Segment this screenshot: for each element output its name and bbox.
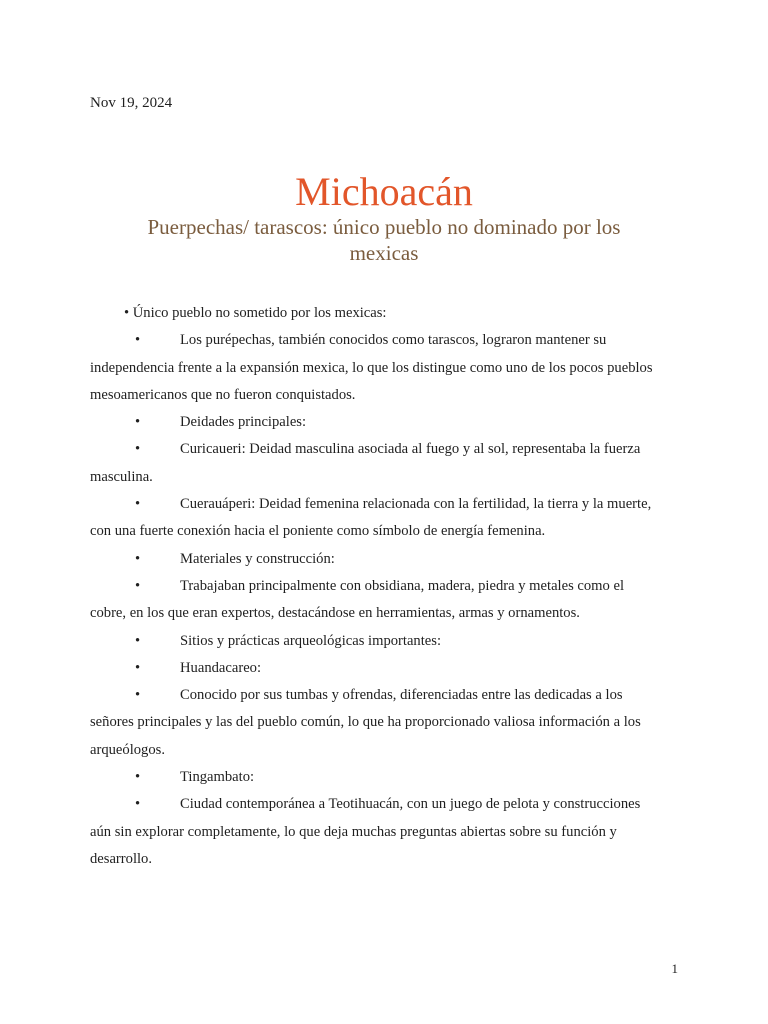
bullet-line bbox=[90, 546, 680, 573]
bullet-point: • bbox=[135, 441, 141, 458]
continuation-line: con una fuerte conexión hacia el poniente como símbolo de energía femenina. bbox=[90, 523, 546, 540]
bullet-line bbox=[90, 655, 680, 682]
bullet-line bbox=[90, 573, 680, 600]
bullet-point: • bbox=[135, 687, 141, 704]
bullet-line bbox=[90, 682, 680, 709]
bullet-text: Sitios y prácticas arqueológicas importantes: bbox=[180, 632, 441, 649]
continuation-line: arqueólogos. bbox=[90, 741, 165, 758]
bullet-point: • bbox=[135, 332, 141, 349]
bullet-item bbox=[90, 573, 680, 628]
bullet-point: • bbox=[135, 796, 141, 813]
continuation-line: independencia frente a la expansión mexica, lo que los distingue como uno de los pocos pueblos bbox=[90, 359, 653, 376]
intro-line: • Único pueblo no sometido por los mexicas: bbox=[124, 305, 387, 321]
bullet-point: • bbox=[135, 659, 141, 676]
bullet-line bbox=[90, 409, 680, 436]
continuation-line: señores principales y las del pueblo común, lo que ha proporcionado valiosa información a los bbox=[90, 714, 641, 731]
bullet-line bbox=[90, 764, 680, 791]
bullet-text: Materiales y construcción: bbox=[180, 550, 335, 567]
bullet-item bbox=[90, 655, 680, 682]
bullet-text: Ciudad contemporánea a Teotihuacán, con un juego de pelota y construcciones bbox=[180, 796, 641, 813]
bullet-item bbox=[90, 682, 680, 764]
bullet-item bbox=[90, 436, 680, 491]
bullet-text: Deidades principales: bbox=[180, 414, 307, 431]
bullet-point: • bbox=[135, 496, 141, 513]
bullet-item bbox=[90, 546, 680, 573]
bullet-point: • bbox=[135, 414, 141, 431]
subtitle-line-2: mexicas bbox=[349, 241, 419, 265]
bullet-text: Curicaueri: Deidad masculina asociada al fuego y al sol, representaba la fuerza bbox=[180, 441, 641, 458]
bullet-item bbox=[90, 628, 680, 655]
bullet-text: Trabajaban principalmente con obsidiana, madera, piedra y metales como el bbox=[180, 577, 625, 594]
bullet-line bbox=[90, 628, 680, 655]
bullet-text: Conocido por sus tumbas y ofrendas, diferenciadas entre las dedicadas a los bbox=[180, 687, 623, 704]
document-body bbox=[90, 300, 680, 873]
bullet-point: • bbox=[135, 769, 141, 786]
continuation-line: cobre, en los que eran expertos, destacándose en herramientas, armas y ornamentos. bbox=[90, 605, 580, 622]
bullet-text: Cuerauáperi: Deidad femenina relacionada con la fertilidad, la tierra y la muerte, bbox=[180, 496, 652, 513]
continuation-line: aún sin explorar completamente, lo que deja muchas preguntas abiertas sobre su función y bbox=[90, 823, 617, 840]
continuation-line: masculina. bbox=[90, 468, 153, 485]
bullet-point: • bbox=[135, 632, 141, 649]
bullet-text: Los purépechas, también conocidos como tarascos, lograron mantener su bbox=[180, 332, 607, 349]
page-number: 1 bbox=[671, 961, 678, 976]
document-date: Nov 19, 2024 bbox=[90, 95, 173, 111]
bullet-point: • bbox=[135, 550, 141, 567]
bullet-item bbox=[90, 491, 680, 546]
bullet-item bbox=[90, 764, 680, 791]
bullet-line bbox=[90, 436, 680, 463]
bullet-line bbox=[90, 327, 680, 354]
bullet-line bbox=[90, 491, 680, 518]
subtitle-line-1: Puerpechas/ tarascos: único pueblo no dominado por los bbox=[147, 215, 621, 239]
bullet-item bbox=[90, 409, 680, 436]
bullet-point: • bbox=[135, 577, 141, 594]
continuation-line: desarrollo. bbox=[90, 850, 153, 867]
bullet-line bbox=[90, 791, 680, 818]
bullet-item bbox=[90, 327, 680, 409]
bullet-text: Tingambato: bbox=[180, 769, 255, 786]
bullet-text: Huandacareo: bbox=[180, 659, 262, 676]
document-title: Michoacán bbox=[295, 169, 473, 214]
document-subtitle bbox=[110, 214, 658, 266]
bullet-item bbox=[90, 791, 680, 873]
continuation-line: mesoamericanos que no fueron conquistados. bbox=[90, 386, 356, 403]
